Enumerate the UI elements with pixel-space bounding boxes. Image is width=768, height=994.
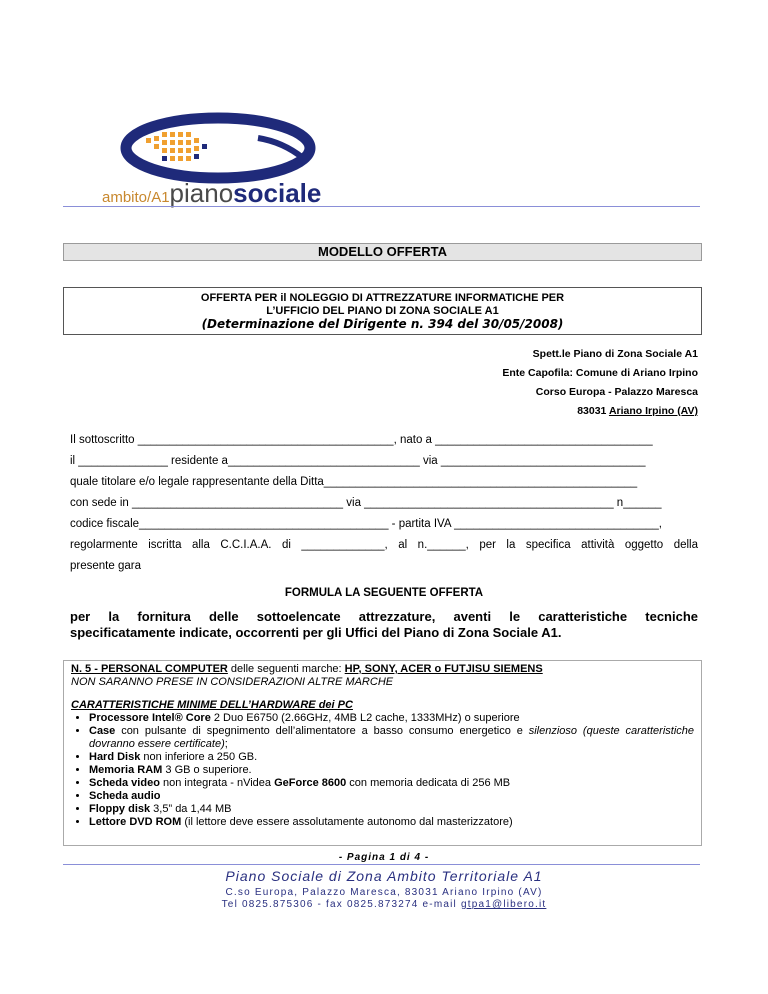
spec-title-mid: delle seguenti marche: — [227, 663, 345, 675]
offer-line-1: OFFERTA PER il NOLEGGIO DI ATTREZZATURE INFORMATICHE PER — [200, 292, 565, 304]
page-number: - Pagina 1 di 4 - — [338, 852, 430, 863]
page-title: MODELLO OFFERTA — [63, 243, 702, 261]
footer-address-line: C.so Europa, Palazzo Maresca, 83031 Ariano Irpino (AV) — [225, 887, 543, 898]
form-line-registration[interactable]: regolarmente iscritta alla C.C.I.A.A. di _____________, al n.______, per la specifica attività oggetto della — [70, 539, 698, 551]
address-line-2: Ente Capofila: Comune di Ariano Irpino — [502, 367, 698, 379]
pc-spec-box — [63, 660, 702, 846]
spec-list — [71, 712, 694, 829]
spec-title-bold: N. 5 - PERSONAL COMPUTER — [71, 663, 228, 675]
spec-item-floppy: • Floppy disk 3,5” da 1,44 MB — [89, 803, 694, 816]
logo-text-ambito: ambito/A1 — [102, 189, 170, 206]
logo-text-piano: piano — [169, 178, 234, 208]
offer-heading-box — [63, 287, 702, 335]
header-divider — [63, 206, 700, 207]
offer-line-2: L’UFFICIO DEL PIANO DI ZONA SOCIALE A1 — [266, 305, 499, 317]
form-line-residence[interactable]: il ______________ residente a______________________________ via ________________________________ — [70, 455, 646, 467]
spec-note: NON SARANNO PRESE IN CONSIDERAZIONI ALTRE MARCHE — [71, 676, 394, 688]
intro-line-1: per la fornitura delle sottoelencate attrezzature, aventi le caratteristiche tecniche — [70, 609, 698, 624]
spec-item-cpu: • Processore Intel® Core 2 Duo E6750 (2.66GHz, 4MB L2 cache, 1333MHz) o superiore — [89, 712, 694, 725]
intro-line-2: specificatamente indicate, occorrenti per gli Uffici del Piano di Zona Sociale A1. — [70, 625, 562, 640]
footer-divider — [63, 864, 700, 865]
form-line-company[interactable]: quale titolare e/o legale rappresentante della Ditta_________________________________________________ — [70, 476, 638, 488]
intro-paragraph — [70, 609, 698, 641]
form-line-tender: presente gara — [70, 560, 141, 572]
logo-wordmark — [102, 178, 321, 209]
recipient-address — [502, 347, 698, 418]
formula-heading: FORMULA LA SEGUENTE OFFERTA — [284, 587, 484, 599]
spec-item-dvd: • Lettore DVD ROM (il lettore deve essere assolutamente autonomo dal masterizzatore) — [89, 816, 694, 829]
address-line-1: Spett.le Piano di Zona Sociale A1 — [532, 348, 698, 360]
spec-title — [71, 663, 694, 676]
spec-item-hdd: • Hard Disk non inferiore a 250 GB. — [89, 751, 694, 764]
spec-brands: HP, SONY, ACER o FUTJISU SIEMENS — [344, 663, 543, 675]
spec-item-case: • Case con pulsante di spegnimento dell’alimentatore a basso consumo energetico e silenzioso (queste caratteristiche dovranno essere certificate); — [89, 725, 694, 751]
form-line-name[interactable]: Il sottoscritto ________________________________________, nato a __________________________________ — [70, 434, 653, 446]
spec-item-video: • Scheda video non integrata - nVidea GeForce 8600 con memoria dedicata di 256 MB — [89, 777, 694, 790]
address-zip: 83031 — [577, 405, 607, 417]
address-city: Ariano Irpino (AV) — [608, 405, 698, 417]
spec-section-title: CARATTERISTICHE MINIME DELL’HARDWARE dei PC — [71, 699, 353, 711]
footer-contacts — [0, 899, 768, 911]
footer-phone-fax: Tel 0825.875306 - fax 0825.873274 e-mail — [221, 899, 461, 910]
footer-address — [0, 887, 768, 911]
spec-item-audio: • Scheda audio — [89, 790, 694, 803]
footer-email-link[interactable]: gtpa1@libero.it — [460, 899, 547, 910]
offer-determination: (Determinazione del Dirigente n. 394 del 30/05/2008) — [201, 317, 564, 331]
form-line-tax-codes[interactable]: codice fiscale_______________________________________ - partita IVA ________________________________, — [70, 518, 662, 530]
spec-item-ram: • Memoria RAM 3 GB o superiore. — [89, 764, 694, 777]
address-line-4 — [502, 404, 698, 418]
form-line-headquarters[interactable]: con sede in _________________________________ via _______________________________________ n______ — [70, 497, 662, 509]
logo-text-sociale: sociale — [233, 178, 322, 208]
footer-title: Piano Sociale di Zona Ambito Territoriale A1 — [225, 868, 543, 884]
piano-sociale-logo — [98, 108, 398, 208]
address-line-3: Corso Europa - Palazzo Maresca — [535, 386, 698, 398]
